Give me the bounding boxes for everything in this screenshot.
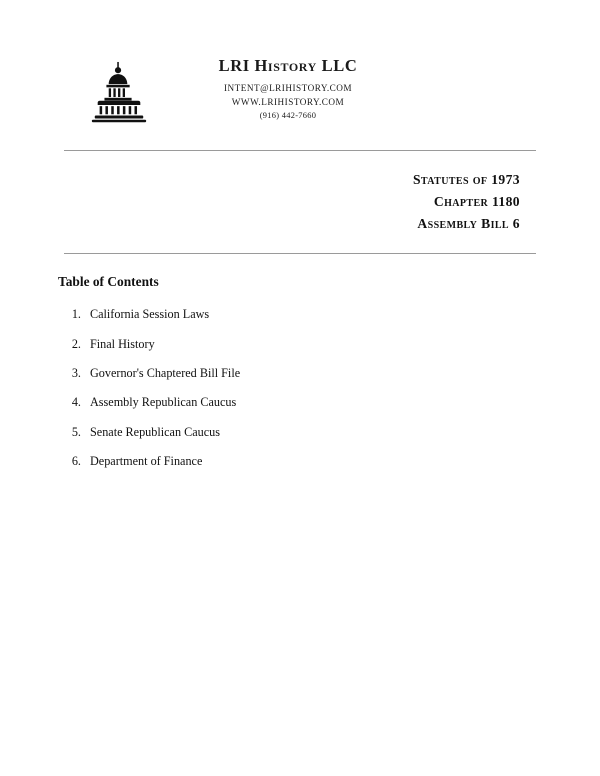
- document-title-block: [0, 151, 600, 235]
- logo-container: [0, 56, 158, 124]
- organization-phone: (916) 442-7660: [259, 111, 317, 120]
- title-chapter: Chapter 1180: [433, 194, 520, 210]
- capitol-dome-icon: [88, 60, 150, 124]
- title-statutes-year: Statutes of 1973: [412, 172, 520, 187]
- organization-website: WWW.LRIHISTORY.COM: [231, 97, 345, 107]
- organization-name: LRI History LLC: [218, 56, 358, 75]
- list-item: 5. Senate Republican Caucus: [84, 424, 600, 440]
- letterhead: [0, 0, 600, 124]
- list-item: 4. Assembly Republican Caucus: [84, 394, 600, 410]
- list-item: 6. Department of Finance: [84, 453, 600, 469]
- organization-email: INTENT@LRIHISTORY.COM: [223, 83, 353, 93]
- table-of-contents: [0, 254, 600, 470]
- list-item: 2. Final History: [84, 336, 600, 352]
- table-of-contents-list: [58, 306, 600, 470]
- table-of-contents-heading: Table of Contents: [58, 274, 159, 290]
- title-bill: Assembly Bill 6: [417, 216, 520, 232]
- list-item: 1. California Session Laws: [84, 306, 600, 322]
- organization-info: [158, 56, 418, 120]
- list-item: 3. Governor's Chaptered Bill File: [84, 365, 600, 381]
